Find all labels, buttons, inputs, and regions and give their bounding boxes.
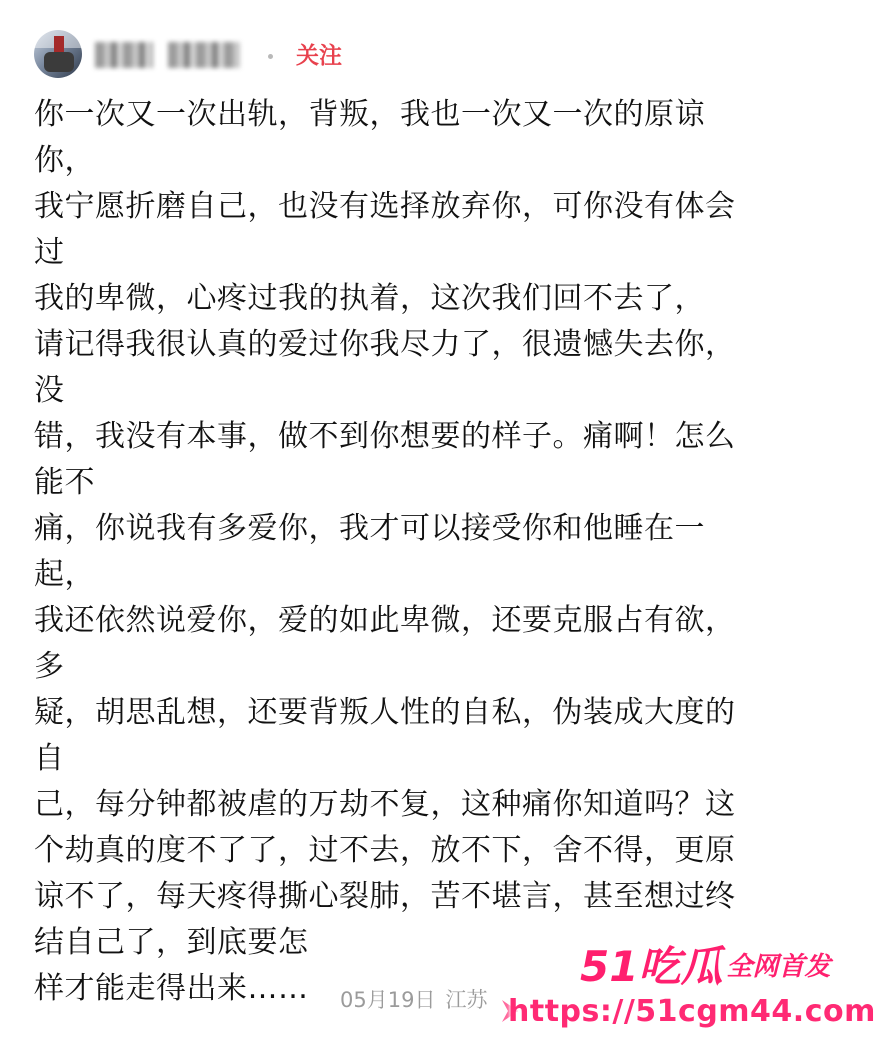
post-line: 个劫真的度不了了，过不去，放不下，舍不得，更原	[34, 833, 736, 868]
post-line: 你一次又一次出轨，背叛，我也一次又一次的原谅	[34, 97, 705, 132]
post-line: 多	[34, 649, 65, 684]
post-line-last: 样才能走得出来……	[34, 971, 309, 1006]
username-blurred-2[interactable]	[168, 42, 240, 68]
post-line: 错，我没有本事，做不到你想要的样子。痛啊！怎么	[34, 419, 736, 454]
follow-button[interactable]: 关注	[296, 43, 342, 69]
post-line: 己，每分钟都被虐的万劫不复，这种痛你知道吗？这	[34, 787, 736, 822]
post-date: 05月19日	[340, 988, 436, 1012]
separator-dot	[268, 54, 273, 59]
post-line: 你，	[34, 143, 95, 178]
watermark-brand	[580, 943, 830, 991]
watermark-brand-name: 51吃瓜	[580, 942, 723, 991]
post-line: 过	[34, 235, 65, 270]
post-line: 谅不了，每天疼得撕心裂肺，苦不堪言，甚至想过终	[34, 879, 736, 914]
post-line: 疑，胡思乱想，还要背叛人性的自私，伪装成大度的	[34, 695, 736, 730]
post-line: 起，	[34, 557, 95, 592]
post-line: 我的卑微，心疼过我的执着，这次我们回不去了，	[34, 281, 705, 316]
post-line: 痛，你说我有多爱你，我才可以接受你和他睡在一	[34, 511, 705, 546]
post-line: 结自己了，到底要怎	[34, 925, 309, 960]
watermark-tag: 全网首发	[726, 952, 831, 982]
post-line: 我宁愿折磨自己，也没有选择放弃你，可你没有体会	[34, 189, 736, 224]
post-line: 没	[34, 373, 65, 408]
post-body	[34, 92, 774, 1012]
username-blurred[interactable]	[95, 42, 153, 68]
post-meta	[340, 985, 487, 1015]
post-line: 请记得我很认真的爱过你我尽力了，很遗憾失去你，	[34, 327, 736, 362]
post-location: 江苏	[445, 988, 488, 1012]
post-line: 能不	[34, 465, 95, 500]
watermark-url: https://51cgm44.com	[508, 994, 876, 1029]
post-line: 自	[34, 741, 65, 776]
post-header	[0, 0, 800, 95]
post-line: 我还依然说爱你，爱的如此卑微，还要克服占有欲，	[34, 603, 736, 638]
avatar[interactable]	[34, 30, 82, 78]
